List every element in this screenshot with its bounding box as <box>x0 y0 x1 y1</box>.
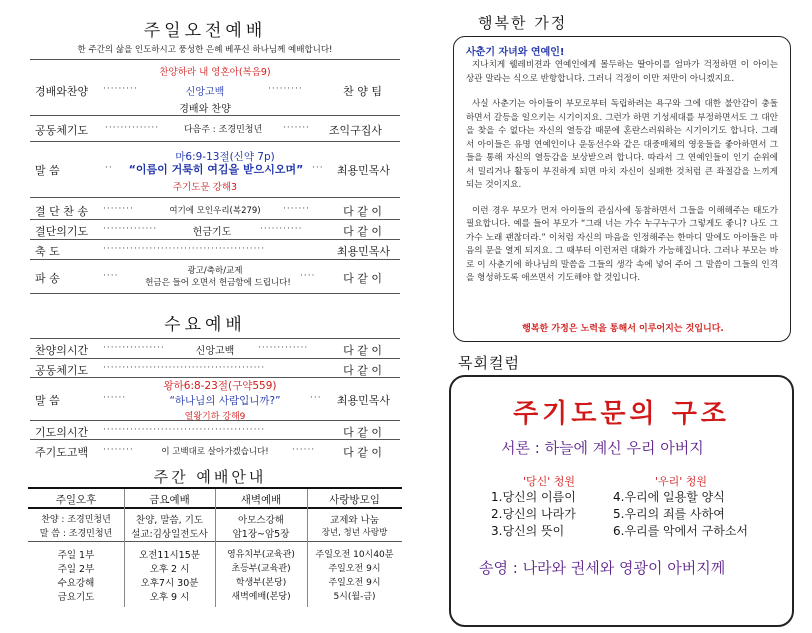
row-center: 이 고백대로 살아가겠습니다! <box>161 447 269 457</box>
row-center: 헌금기도 <box>192 227 232 238</box>
row-right: 다 같 이 <box>343 225 382 238</box>
column-doxology: 송영 : 나라와 권세와 영광이 아버지께 <box>479 559 726 577</box>
row-right: 다 같 이 <box>343 272 382 285</box>
scripture-ref: 왕하6:8-23절(구약559) <box>163 380 277 392</box>
happy-family-closing: 행복한 가정은 노력을 통해서 이루어지는 것입니다. <box>522 324 724 334</box>
row-label: 공동체기도 <box>35 124 89 137</box>
schedule-cell: 오전11시15분 <box>139 550 200 561</box>
row-center: 신앙고백 <box>195 346 235 357</box>
row-label: 결단의기도 <box>35 225 89 238</box>
row-sub: 헌금은 들어 오면서 헌금함에 드립니다! <box>145 278 291 288</box>
row-label: 말 씀 <box>35 394 60 407</box>
petition-item: 1.당신의 이름이 <box>491 490 576 504</box>
row-label: 찬양의시간 <box>35 344 89 357</box>
paragraph: 사실 사춘기는 아이들이 부모로부터 독립하려는 욕구와 그에 대한 불안감이 충돌하면서 갈등을 일으키는 시기이지요. 그런가 하면 기성세대를 부정하면서도 그 대안을 찾을 수 없다는 자신의 열등감 때문에 혼란스러워하는 시기이기도 합니다. 그래서 아이들은 유명 연예인이나 운동선수와 같은 대중매체의 영웅들을 좋아하면서 그들을 통해 자신의 열등감을 보상받으려 합니다. 따라서 그 연예인들이 인기 순위에서 밀리거나 활동이 부진하게 되면 마치 자신이 실패한 것처럼 큰 좌절감을 느끼게 되는 것이지요. <box>466 99 778 190</box>
right-petitions <box>613 489 748 540</box>
schedule-cell: 수요강해 <box>57 578 95 589</box>
bulletin-left-column: 주일오전예배 한 주간의 삶을 인도하시고 풍성한 은혜 베푸신 하나님께 예배합니다! 찬양하라 내 영혼아(복음9) 경배와찬양 ········· 신앙고백 ········· 찬 양 팀 경배와 찬양 공동체기도 ·············· 다음주 : 조경민청년 ······· 조익구집사 마6:9-13절(신약 7p) 말 씀 ·· “이름이 거룩히 여김을 받으시오며” ··· 최용민목사 주기도문 강해3 결 단 찬 송 ········ 여기에 모인우리(복279) ······· 다 같 이 결단의기도 ·············· 헌금기도 ··········· 다 같 이 축 도 ·········································· 최용민목사 광고/축하/교제 파 송 ···· 헌금은 들어 오면서 헌금함에 드립니다! ···· 다 같 이 수요예배 찬양의시간 ················ 신앙고백 ············· 다 같 이 공동체기도 ·········································· 다 같 이 왕하6:8-23절(구약559) 말 씀 ······ “하나님의 사람입니까?” ··· 최용민목사 열왕기하 강해9 기도의시간 ·········································· 다 같 이 주기도고백 ········ 이 고백대로 살아가겠습니다! ······ 다 같 이 주간 예배안내 주일오후 금요예배 새벽예배 사랑방모임 찬양 : 조경민청년 찬양, 말씀, 기도 아모스강해 교제와 나눔 말 씀 : 조경민청년 설교:김상일전도사 암1장~암5장 장년, 청년 사랑방 주일 1부 오전11시15분 영유치부(교육관) 주일오전 10시40분 주일 2부 오후 2 시 초등부(교육관) 주일오전 9시 수요강해 오후7시 30분 학생부(본당) 주일오전 9시 금요기도 오후 9 시 새벽예배(본당) 5시(월-금) <box>0 0 410 633</box>
schedule-cell: 설교:김상일전도사 <box>131 529 208 540</box>
row-right: 조익구집사 <box>328 124 382 137</box>
schedule-cell: 금요기도 <box>57 592 95 603</box>
petition-item: 5.우리의 죄를 사하여 <box>613 507 725 521</box>
schedule-cell: 아모스강해 <box>238 515 284 526</box>
row-label: 공동체기도 <box>35 364 89 377</box>
petition-item: 4.우리에 일용할 양식 <box>613 490 725 504</box>
schedule-header: 새벽예배 <box>240 494 282 506</box>
row-center: 광고/축하/교제 <box>187 266 243 276</box>
row-right: 찬 양 팀 <box>343 85 382 98</box>
happy-family-subtitle: 사춘기 자녀와 연예인! <box>466 47 565 58</box>
row-label: 파 송 <box>35 272 60 285</box>
row-label: 기도의시간 <box>35 426 89 439</box>
wednesday-title: 수요예배 <box>164 315 246 335</box>
schedule-cell: 장년, 청년 사랑방 <box>321 528 388 538</box>
row-center: 다음주 : 조경민청년 <box>183 125 263 135</box>
schedule-cell: 초등부(교육관) <box>231 564 291 574</box>
call-to-worship: 찬양하라 내 영혼아(복음9) <box>159 67 271 78</box>
row-right: 다 같 이 <box>343 205 382 218</box>
schedule-cell: 영유치부(교육관) <box>227 550 295 560</box>
sermon-series: 열왕기하 강해9 <box>184 412 246 422</box>
sermon-title: “이름이 거룩히 여김을 받으시오며” <box>128 163 304 176</box>
left-petitions <box>491 489 576 540</box>
sermon-series: 주기도문 강해3 <box>172 182 238 193</box>
row-right: 다 같 이 <box>343 426 382 439</box>
pastor-column-box <box>449 375 794 627</box>
schedule-cell: 주일오전 10시40분 <box>315 550 394 560</box>
schedule-cell: 오후 9 시 <box>149 592 190 603</box>
schedule-cell: 5시(월-금) <box>333 592 376 602</box>
petition-item: 2.당신의 나라가 <box>491 507 576 521</box>
schedule-cell: 새벽예배(본당) <box>231 592 291 602</box>
sunday-intro: 한 주간의 삶을 인도하시고 풍성한 은혜 베푸신 하나님께 예배합니다! <box>77 45 333 55</box>
schedule-cell: 말 씀 : 조경민청년 <box>39 529 113 539</box>
row-right: 최용민목사 <box>336 394 390 407</box>
row-label: 축 도 <box>35 245 60 258</box>
row-label: 결 단 찬 송 <box>35 205 88 218</box>
scripture-ref: 마6:9-13절(신약 7p) <box>175 151 275 163</box>
schedule-cell: 학생부(본당) <box>235 578 287 588</box>
petition-item: 6.우리를 악에서 구하소서 <box>613 524 748 538</box>
left-petitions-head: '당신' 청원 <box>523 475 576 488</box>
schedule-header: 금요예배 <box>149 494 190 506</box>
paragraph: 이런 경우 부모가 먼저 아이들의 관심사에 동참하면서 그들을 이해해주는 태도가 필요합니다. 예를 들어 부모가 “그래 너는 가수 누구누구가 그렇게도 좋니? 나도 그 가수 노래 괜찮더라.” 이처럼 자신의 마음을 인정해주는 한마디 말에도 아이들은 마음의 문을 열게 되지요. 그 때부터 이런저런 대화가 가능해집니다. 그러나 부모는 바로 이 사춘기에 하나님의 말씀을 그들의 생각 속에 넣어 주어 그 말씀이 그들의 인격을 형성하도록 애쓰면서 기도해야 할 것입니다. <box>466 205 778 283</box>
row-right: 다 같 이 <box>343 364 382 377</box>
schedule-header: 사랑방모임 <box>329 494 380 506</box>
happy-family-body <box>466 59 778 286</box>
paragraph: 지나치게 웰레비젼과 연예인에게 몰두하는 딸아이를 엄마가 걱정하면 이 아이는 상관 말라는 식으로 반항합니다. 그러니 걱정이 이만 저만이 아니겠지요. <box>466 60 778 84</box>
sunday-title: 주일오전예배 <box>143 21 267 41</box>
schedule-cell: 주일오전 9시 <box>328 564 381 574</box>
happy-family-heading: 행복한 가정 <box>478 14 568 32</box>
schedule-cell: 주일오전 9시 <box>328 578 381 588</box>
row-center: 여기에 모인우리(복279) <box>169 206 261 216</box>
right-petitions-head: '우리' 청원 <box>655 475 708 488</box>
schedule-cell: 암1장~암5장 <box>232 529 290 540</box>
column-preface: 서론 : 하늘에 계신 우리 아버지 <box>501 439 704 457</box>
row-right: 최용민목사 <box>336 245 390 258</box>
row-sub: 경배와 찬양 <box>179 104 231 115</box>
schedule-cell: 오후 2 시 <box>149 564 190 575</box>
row-label: 경배와찬양 <box>35 85 89 98</box>
schedule-header: 주일오후 <box>55 494 97 506</box>
schedule-cell: 오후7시 30분 <box>140 578 199 589</box>
row-label: 말 씀 <box>35 164 60 177</box>
column-title: 주기도문의 구조 <box>513 399 730 429</box>
schedule-cell: 교제와 나눔 <box>330 515 379 526</box>
column-heading: 목회컬럼 <box>458 354 520 372</box>
row-right: 최용민목사 <box>336 164 390 177</box>
row-right: 다 같 이 <box>343 344 382 357</box>
schedule-cell: 주일 2부 <box>57 564 95 575</box>
row-label: 주기도고백 <box>35 446 89 459</box>
schedule-cell: 찬양 : 조경민청년 <box>41 515 111 525</box>
sermon-title: “하나님의 사람입니까?” <box>169 395 281 407</box>
happy-family-box <box>453 36 791 342</box>
schedule-cell: 주일 1부 <box>57 550 95 561</box>
schedule-title: 주간 예배안내 <box>153 468 267 486</box>
row-center: 신앙고백 <box>185 87 225 98</box>
petition-item: 3.당신의 뜻이 <box>491 524 565 538</box>
schedule-cell: 찬양, 말씀, 기도 <box>135 515 204 526</box>
row-right: 다 같 이 <box>343 446 382 459</box>
